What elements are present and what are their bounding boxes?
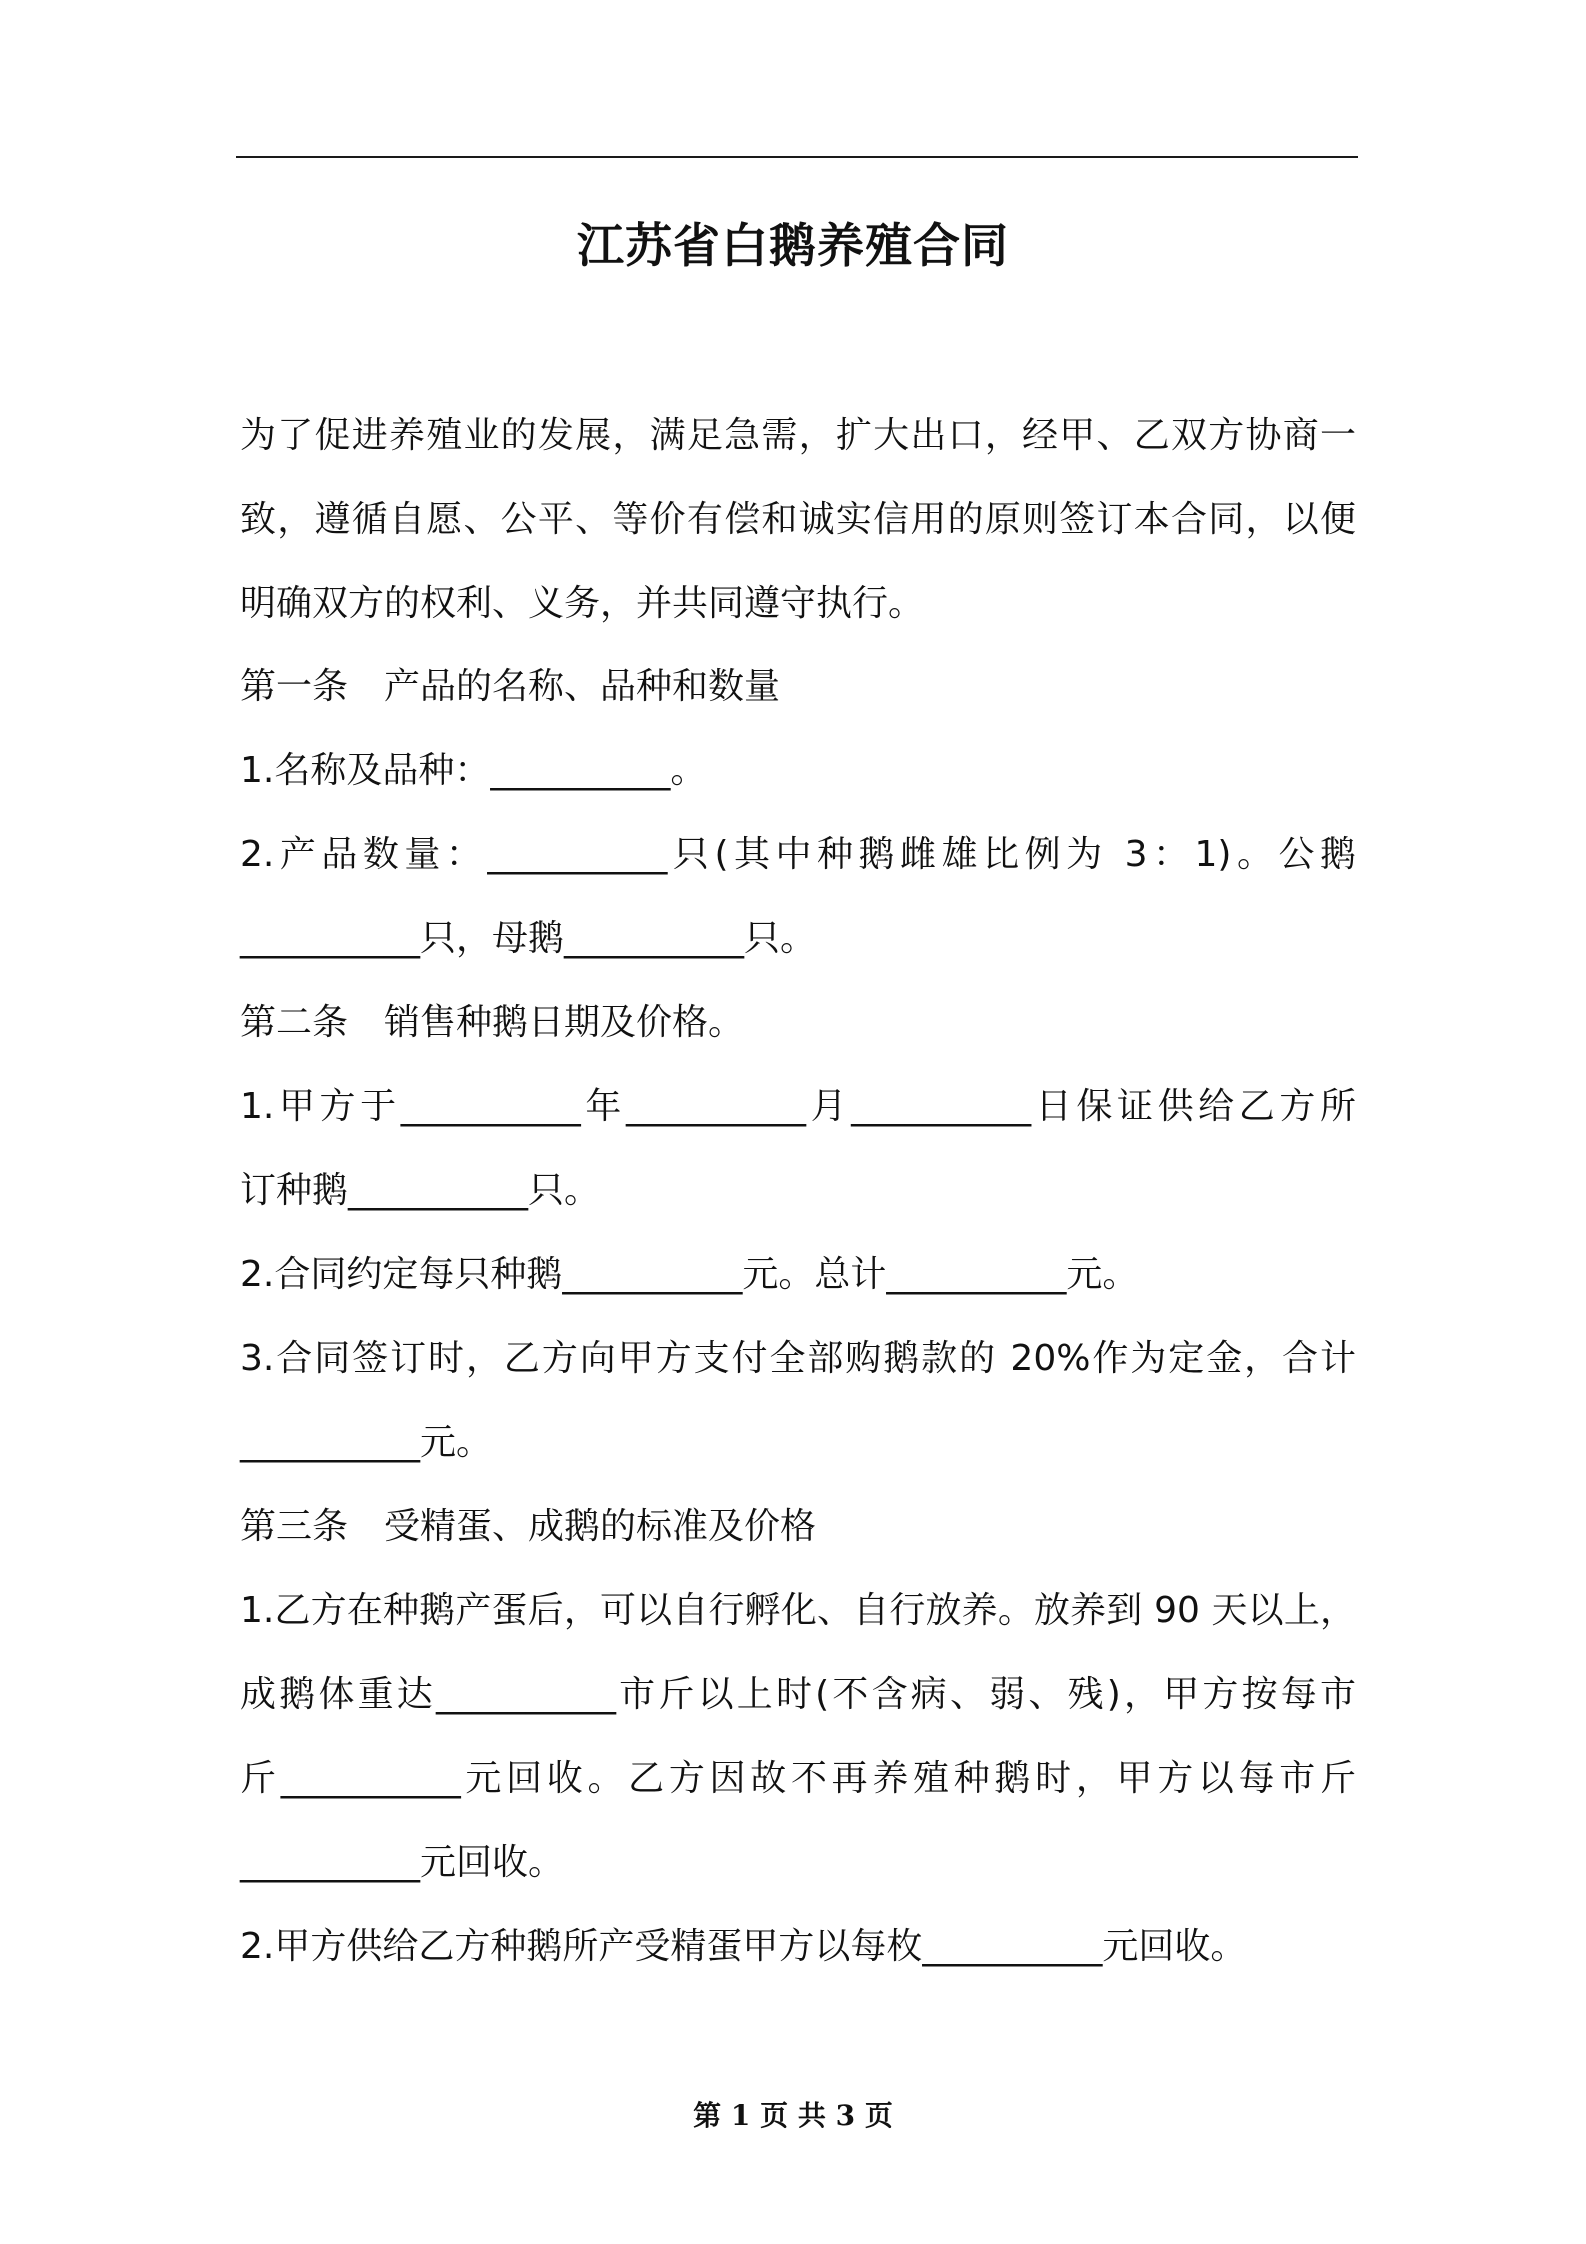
article-1-item-2-line-2: __________只，母鹅__________只。 (240, 918, 817, 959)
article-3-item-1-line-2: 成鹅体重达__________市斤以上时(不含病、弱、残)，甲方按每市 (240, 1674, 1356, 1715)
header-rule (236, 156, 1358, 158)
article-3-item-1-line-1: 1.乙方在种鹅产蛋后，可以自行孵化、自行放养。放养到 90 天以上， (240, 1590, 1356, 1631)
article-1-item-1: 1.名称及品种：__________。 (240, 750, 707, 791)
article-2-item-1-line-1: 1.甲方于__________年__________月__________日保证供给乙方所 (240, 1086, 1356, 1127)
article-2-item-2: 2.合同约定每只种鹅__________元。总计__________元。 (240, 1254, 1139, 1295)
page-number-footer: 第 1 页 共 3 页 (693, 2099, 893, 2132)
article-2-item-3-line-2: __________元。 (240, 1422, 493, 1463)
article-1-heading: 第一条 产品的名称、品种和数量 (240, 666, 781, 707)
preamble-line-3: 明确双方的权利、义务，并共同遵守执行。 (240, 583, 925, 624)
preamble-line-2: 致，遵循自愿、公平、等价有偿和诚实信用的原则签订本合同，以便 (240, 499, 1356, 540)
article-3-item-1-line-3: 斤__________元回收。乙方因故不再养殖种鹅时，甲方以每市斤 (240, 1758, 1356, 1799)
article-2-item-3-line-1: 3.合同签订时，乙方向甲方支付全部购鹅款的 20%作为定金，合计 (240, 1338, 1356, 1379)
article-2-heading: 第二条 销售种鹅日期及价格。 (240, 1002, 745, 1043)
preamble-line-1: 为了促进养殖业的发展，满足急需，扩大出口，经甲、乙双方协商一 (240, 415, 1356, 456)
article-3-item-1-line-4: __________元回收。 (240, 1842, 565, 1883)
article-3-item-2: 2.甲方供给乙方种鹅所产受精蛋甲方以每枚__________元回收。 (240, 1926, 1247, 1967)
article-3-heading: 第三条 受精蛋、成鹅的标准及价格 (240, 1506, 817, 1547)
article-1-item-2-line-1: 2.产品数量：__________只(其中种鹅雌雄比例为 3：1)。公鹅 (240, 834, 1356, 875)
article-2-item-1-line-2: 订种鹅__________只。 (240, 1170, 601, 1211)
document-title: 江苏省白鹅养殖合同 (577, 219, 1009, 274)
